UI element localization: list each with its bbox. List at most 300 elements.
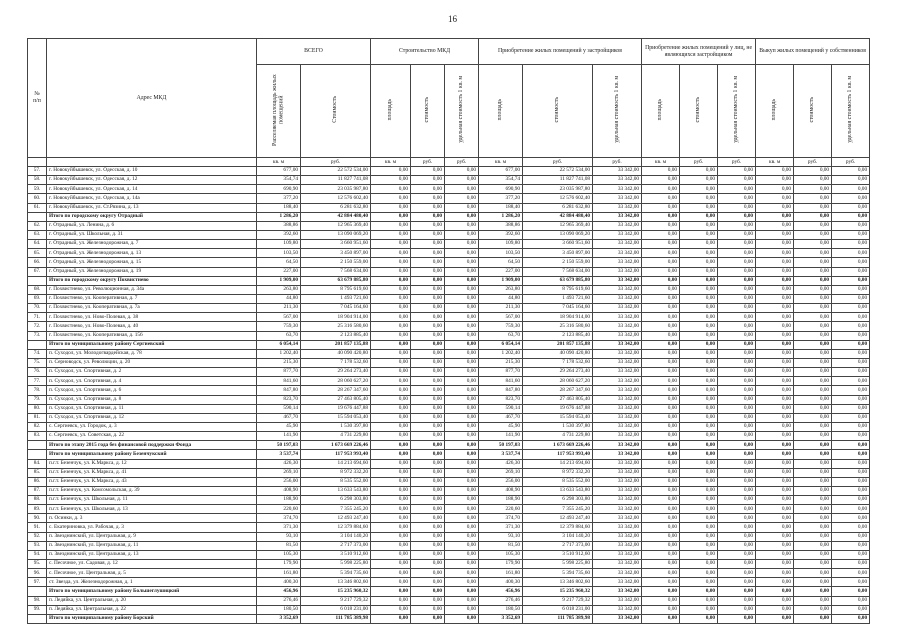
build-cost: 0,00 [411,486,445,495]
dev-unit-cost: 33 342,00 [593,614,642,623]
total-area: 63,70 [257,331,301,340]
nondev-area: 0,00 [642,587,680,596]
dev-area: 45,90 [479,422,523,431]
buyout-unit-cost: 0,00 [832,569,870,578]
build-unit-cost: 0,00 [445,386,479,395]
dev-unit-cost: 33 342,00 [593,304,642,313]
row-number: 83. [28,432,47,441]
total-cost: 6 298 303,80 [301,496,371,505]
dev-cost: 29 264 273,40 [523,368,593,377]
nondev-cost: 0,00 [680,304,718,313]
table-row [28,432,870,441]
row-address: Итого по городскому округу Похвистнево [47,276,257,285]
row-address: г. Отрадный, ул. Железнодорожная, д. 7 [47,240,257,249]
build-cost: 0,00 [411,450,445,459]
buyout-unit-cost: 0,00 [832,587,870,596]
row-address: г. Новокуйбышевск, ул. Ст.Рязина, д. 13 [47,203,257,212]
dev-cost: 3 660 951,60 [523,240,593,249]
dev-unit-cost: 33 342,00 [593,477,642,486]
buyout-unit-cost: 0,00 [832,477,870,486]
buyout-area: 0,00 [756,523,794,532]
buyout-unit-cost: 0,00 [832,523,870,532]
buyout-area: 0,00 [756,404,794,413]
sub-build-unit: удельная стоимость 1 кв. м [445,65,479,158]
row-address: п. Суходол, ул. Спортивная, д. 4 [47,377,257,386]
nondev-cost: 0,00 [680,167,718,176]
nondev-cost: 0,00 [680,294,718,303]
buyout-cost: 0,00 [794,569,832,578]
build-cost: 0,00 [411,532,445,541]
dev-unit-cost: 33 342,00 [593,176,642,185]
build-unit-cost: 0,00 [445,395,479,404]
dev-unit-cost: 33 342,00 [593,386,642,395]
dev-cost: 4 731 229,80 [523,432,593,441]
buyout-cost: 0,00 [794,331,832,340]
build-area: 0,00 [371,221,411,230]
build-unit-cost: 0,00 [445,240,479,249]
nondev-unit-cost: 0,00 [718,514,756,523]
build-unit-cost: 0,00 [445,432,479,441]
dev-area: 50 197,03 [479,441,523,450]
row-address: г. Новокуйбышевск, ул. Одесская, д. 12 [47,176,257,185]
build-cost: 0,00 [411,514,445,523]
nondev-area: 0,00 [642,596,680,605]
sub-nondev-cost: стоимость [680,65,718,158]
build-area: 0,00 [371,523,411,532]
nondev-area: 0,00 [642,560,680,569]
build-cost: 0,00 [411,267,445,276]
nondev-unit-cost: 0,00 [718,614,756,623]
nondev-area: 0,00 [642,285,680,294]
build-unit-cost: 0,00 [445,496,479,505]
nondev-unit-cost: 0,00 [718,587,756,596]
build-unit-cost: 0,00 [445,459,479,468]
build-area: 0,00 [371,541,411,550]
buyout-area: 0,00 [756,285,794,294]
dev-cost: 6 018 231,00 [523,605,593,614]
table-row [28,322,870,331]
row-address: г. Похвистнево, ул. Революционная, д. 34а [47,285,257,294]
table-row [28,422,870,431]
total-area: 841,60 [257,377,301,386]
row-number: 95. [28,560,47,569]
dev-cost: 23 035 987,80 [523,185,593,194]
nondev-area: 0,00 [642,358,680,367]
nondev-cost: 0,00 [680,496,718,505]
build-area: 0,00 [371,167,411,176]
build-cost: 0,00 [411,167,445,176]
total-cost: 7 178 532,60 [301,358,371,367]
nondev-cost: 0,00 [680,413,718,422]
total-cost: 4 731 229,80 [301,432,371,441]
dev-unit-cost: 33 342,00 [593,432,642,441]
total-cost: 12 379 884,60 [301,523,371,532]
dev-area: 408,90 [479,486,523,495]
buyout-unit-cost: 0,00 [832,340,870,349]
buyout-area: 0,00 [756,441,794,450]
dev-cost: 3 510 912,60 [523,550,593,559]
dev-area: 690,90 [479,185,523,194]
dev-area: 256,00 [479,477,523,486]
row-number: 64. [28,240,47,249]
build-area: 0,00 [371,249,411,258]
buyout-cost: 0,00 [794,459,832,468]
row-number: 66. [28,258,47,267]
total-cost: 5 998 225,80 [301,560,371,569]
nondev-cost: 0,00 [680,432,718,441]
dev-area: 377,20 [479,194,523,203]
dev-cost: 6 298 303,80 [523,496,593,505]
total-cost: 25 316 580,60 [301,322,371,331]
buyout-area: 0,00 [756,605,794,614]
build-unit-cost: 0,00 [445,614,479,623]
row-number [28,614,47,623]
buyout-area: 0,00 [756,313,794,322]
row-address: г. Похвистнево, ул. Кооперативная, д. 7а [47,304,257,313]
build-cost: 0,00 [411,203,445,212]
nondev-unit-cost: 0,00 [718,258,756,267]
total-cost: 22 572 534,00 [301,167,371,176]
dev-area: 374,70 [479,514,523,523]
buyout-cost: 0,00 [794,578,832,587]
row-address: с. Сергиевск, ул. Советская, д. 22 [47,432,257,441]
table-row [28,477,870,486]
buyout-unit-cost: 0,00 [832,441,870,450]
total-cost: 1 493 721,60 [301,294,371,303]
nondev-unit-cost: 0,00 [718,605,756,614]
dev-unit-cost: 33 342,00 [593,185,642,194]
nondev-area: 0,00 [642,194,680,203]
buyout-unit-cost: 0,00 [832,614,870,623]
total-area: 6 054,14 [257,340,301,349]
table-row [28,578,870,587]
buyout-area: 0,00 [756,230,794,239]
build-cost: 0,00 [411,413,445,422]
buyout-area: 0,00 [756,194,794,203]
build-area: 0,00 [371,560,411,569]
row-number: 94. [28,550,47,559]
dev-unit-cost: 33 342,00 [593,514,642,523]
build-unit-cost: 0,00 [445,230,479,239]
buyout-cost: 0,00 [794,523,832,532]
total-area: 759,30 [257,322,301,331]
build-cost: 0,00 [411,194,445,203]
table-row [28,413,870,422]
total-cost: 12 965 369,40 [301,221,371,230]
build-cost: 0,00 [411,614,445,623]
total-area: 590,14 [257,404,301,413]
row-number: 89. [28,505,47,514]
row-number: 96. [28,569,47,578]
buyout-cost: 0,00 [794,276,832,285]
nondev-unit-cost: 0,00 [718,304,756,313]
sub-buyout-area: площадь [756,65,794,158]
dev-unit-cost: 33 342,00 [593,569,642,578]
nondev-area: 0,00 [642,532,680,541]
unit-cell: руб. [832,158,870,167]
total-cost: 28 060 627,20 [301,377,371,386]
buyout-area: 0,00 [756,203,794,212]
buyout-unit-cost: 0,00 [832,560,870,569]
total-cost: 9 217 729,32 [301,596,371,605]
build-unit-cost: 0,00 [445,377,479,386]
build-unit-cost: 0,00 [445,249,479,258]
build-unit-cost: 0,00 [445,340,479,349]
buyout-cost: 0,00 [794,230,832,239]
build-area: 0,00 [371,422,411,431]
build-unit-cost: 0,00 [445,514,479,523]
dev-area: 3 352,69 [479,614,523,623]
row-number: 70. [28,304,47,313]
dev-unit-cost: 33 342,00 [593,441,642,450]
total-area: 388,86 [257,221,301,230]
table-row [28,395,870,404]
total-area: 256,00 [257,477,301,486]
build-cost: 0,00 [411,176,445,185]
dev-cost: 3 104 140,20 [523,532,593,541]
build-area: 0,00 [371,486,411,495]
row-address: п. Ледяйка, ул. Центральная, д. 22 [47,605,257,614]
row-number: 76. [28,368,47,377]
total-area: 1 909,00 [257,276,301,285]
row-number: 60. [28,194,47,203]
dev-area: 188,40 [479,203,523,212]
build-cost: 0,00 [411,523,445,532]
total-cost: 13 090 069,20 [301,230,371,239]
row-address: г. Похвистнево, ул. Ново-Полевая, д. 40 [47,322,257,331]
row-number: 61. [28,203,47,212]
total-cost: 6 018 231,00 [301,605,371,614]
buyout-area: 0,00 [756,560,794,569]
row-number [28,340,47,349]
row-number: 59. [28,185,47,194]
dev-cost: 28 267 347,60 [523,386,593,395]
total-cost: 15 594 053,40 [301,413,371,422]
buyout-area: 0,00 [756,276,794,285]
group-non-developer: Приобретение жилых помещений у лиц, не являющихся застройщиком [642,39,756,65]
nondev-area: 0,00 [642,221,680,230]
resettlement-table [27,38,870,624]
table-row [28,514,870,523]
nondev-area: 0,00 [642,258,680,267]
row-address: г. Новокуйбышевск, ул. Одесская, д. 10 [47,167,257,176]
nondev-unit-cost: 0,00 [718,294,756,303]
build-cost: 0,00 [411,432,445,441]
nondev-cost: 0,00 [680,605,718,614]
build-unit-cost: 0,00 [445,349,479,358]
table-row [28,486,870,495]
build-unit-cost: 0,00 [445,276,479,285]
build-cost: 0,00 [411,349,445,358]
dev-unit-cost: 33 342,00 [593,413,642,422]
build-area: 0,00 [371,505,411,514]
table-row [28,331,870,340]
dev-unit-cost: 33 342,00 [593,331,642,340]
total-area: 1 286,20 [257,212,301,221]
total-cost: 13 633 543,80 [301,486,371,495]
dev-area: 426,30 [479,459,523,468]
nondev-unit-cost: 0,00 [718,578,756,587]
buyout-unit-cost: 0,00 [832,368,870,377]
row-number [28,276,47,285]
row-address: Итого по городскому округу Отрадный [47,212,257,221]
dev-unit-cost: 33 342,00 [593,294,642,303]
nondev-unit-cost: 0,00 [718,441,756,450]
nondev-area: 0,00 [642,395,680,404]
buyout-cost: 0,00 [794,322,832,331]
dev-area: 567,00 [479,313,523,322]
nondev-cost: 0,00 [680,560,718,569]
buyout-area: 0,00 [756,587,794,596]
buyout-area: 0,00 [756,505,794,514]
row-number: 85. [28,468,47,477]
total-cost: 7 568 634,00 [301,267,371,276]
total-area: 456,96 [257,587,301,596]
dev-cost: 13 633 543,80 [523,486,593,495]
table-row [28,496,870,505]
table-row [28,459,870,468]
subtotal-row [28,587,870,596]
dev-cost: 15 594 053,40 [523,413,593,422]
table-row [28,185,870,194]
build-area: 0,00 [371,322,411,331]
row-address: п. Суходол, ул. Спортивная, д. 2 [47,368,257,377]
dev-unit-cost: 33 342,00 [593,505,642,514]
total-cost: 23 035 987,80 [301,185,371,194]
build-cost: 0,00 [411,377,445,386]
group-total: ВСЕГО [257,39,371,65]
total-cost: 13 346 802,60 [301,578,371,587]
row-address: п. Звезднинский, ул. Центральная, д. 13 [47,550,257,559]
dev-unit-cost: 33 342,00 [593,395,642,404]
total-area: 188,40 [257,203,301,212]
buyout-area: 0,00 [756,358,794,367]
buyout-cost: 0,00 [794,486,832,495]
nondev-area: 0,00 [642,441,680,450]
total-area: 220,60 [257,505,301,514]
row-address: п.г.т. Безенчук, ул. Школьная, д. 13 [47,505,257,514]
nondev-unit-cost: 0,00 [718,569,756,578]
nondev-cost: 0,00 [680,285,718,294]
row-address: г. Отрадный, ул. Ленина, д. 6 [47,221,257,230]
buyout-unit-cost: 0,00 [832,313,870,322]
dev-area: 456,96 [479,587,523,596]
row-address: п.г.т. Безенчук, ул. Школьная, д. 11 [47,496,257,505]
row-address: г. Новокуйбышевск, ул. Одесская, д. 14 [47,185,257,194]
total-cost: 14 213 694,60 [301,459,371,468]
dev-area: 93,10 [479,532,523,541]
dev-cost: 14 213 694,60 [523,459,593,468]
build-cost: 0,00 [411,340,445,349]
build-area: 0,00 [371,212,411,221]
dev-cost: 19 676 447,88 [523,404,593,413]
row-address: п. Суходол, ул. Спортивная, д. 12 [47,413,257,422]
buyout-unit-cost: 0,00 [832,468,870,477]
buyout-cost: 0,00 [794,267,832,276]
table-row [28,349,870,358]
row-number: 90. [28,514,47,523]
buyout-cost: 0,00 [794,541,832,550]
table-header [28,39,870,167]
nondev-area: 0,00 [642,368,680,377]
table-row [28,230,870,239]
row-address: п. Суходол, ул. Спортивная, д. 8 [47,395,257,404]
build-unit-cost: 0,00 [445,560,479,569]
buyout-unit-cost: 0,00 [832,496,870,505]
nondev-cost: 0,00 [680,541,718,550]
build-unit-cost: 0,00 [445,185,479,194]
dev-cost: 15 235 960,32 [523,587,593,596]
buyout-cost: 0,00 [794,368,832,377]
nondev-cost: 0,00 [680,404,718,413]
buyout-area: 0,00 [756,240,794,249]
sub-buyout-unit: удельная стоимость 1 кв. м [832,65,870,158]
build-unit-cost: 0,00 [445,304,479,313]
dev-area: 388,86 [479,221,523,230]
buyout-cost: 0,00 [794,450,832,459]
dev-cost: 7 045 164,60 [523,304,593,313]
row-address: г. Отрадный, ул. Школьная, д. 31 [47,230,257,239]
table-row [28,249,870,258]
dev-area: 44,80 [479,294,523,303]
dev-unit-cost: 33 342,00 [593,468,642,477]
dev-unit-cost: 33 342,00 [593,340,642,349]
buyout-cost: 0,00 [794,614,832,623]
buyout-cost: 0,00 [794,167,832,176]
buyout-cost: 0,00 [794,340,832,349]
nondev-unit-cost: 0,00 [718,395,756,404]
row-number: 88. [28,496,47,505]
table-row [28,605,870,614]
buyout-unit-cost: 0,00 [832,514,870,523]
build-cost: 0,00 [411,322,445,331]
total-cost: 5 394 735,60 [301,569,371,578]
dev-cost: 12 379 884,60 [523,523,593,532]
total-area: 374,70 [257,514,301,523]
dev-unit-cost: 33 342,00 [593,404,642,413]
build-cost: 0,00 [411,404,445,413]
row-number: 82. [28,422,47,431]
build-cost: 0,00 [411,541,445,550]
build-unit-cost: 0,00 [445,285,479,294]
dev-cost: 13 346 802,60 [523,578,593,587]
table-row [28,313,870,322]
buyout-unit-cost: 0,00 [832,386,870,395]
build-cost: 0,00 [411,230,445,239]
dev-cost: 11 827 741,08 [523,176,593,185]
total-area: 45,90 [257,422,301,431]
total-cost: 111 785 389,98 [301,614,371,623]
dev-area: 1 286,20 [479,212,523,221]
total-area: 103,50 [257,249,301,258]
unit-cell: руб. [411,158,445,167]
buyout-unit-cost: 0,00 [832,249,870,258]
buyout-area: 0,00 [756,258,794,267]
nondev-cost: 0,00 [680,587,718,596]
row-address: п.г.т. Безенчук, ул. Комсомольская, д. 39 [47,486,257,495]
row-address: п. Осинки, д. 3 [47,514,257,523]
dev-area: 227,00 [479,267,523,276]
row-number: 93. [28,541,47,550]
total-cost: 7 355 245,20 [301,505,371,514]
build-unit-cost: 0,00 [445,578,479,587]
build-unit-cost: 0,00 [445,167,479,176]
dev-unit-cost: 33 342,00 [593,203,642,212]
total-area: 690,90 [257,185,301,194]
total-area: 567,00 [257,313,301,322]
buyout-cost: 0,00 [794,605,832,614]
nondev-area: 0,00 [642,413,680,422]
